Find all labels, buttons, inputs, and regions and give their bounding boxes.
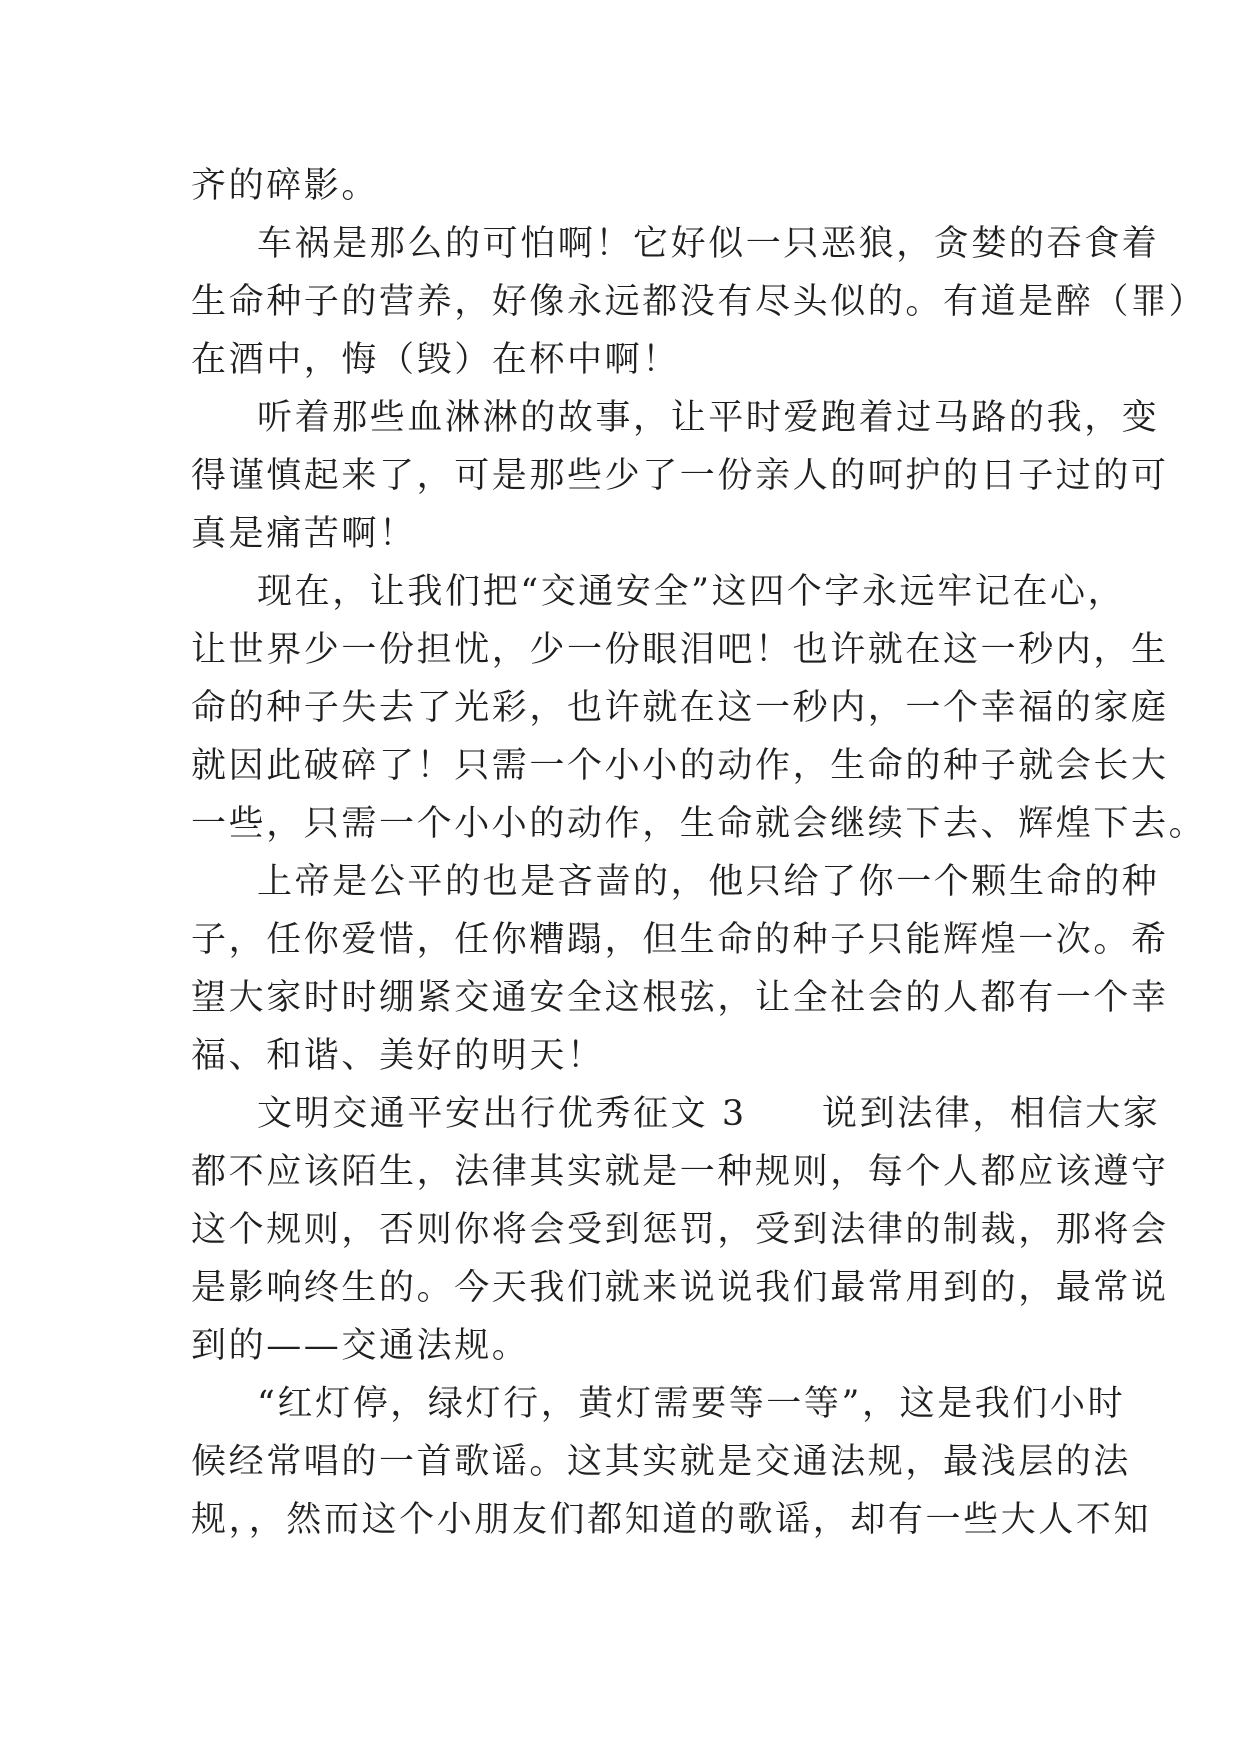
text-line: 福、和谐、美好的明天！ [191,1036,605,1076]
text-line: 这个规则，否则你将会受到惩罚，受到法律的制裁，那将会 [191,1210,1169,1250]
text-line: 子，任你爱惜，任你糟蹋，但生命的种子只能辉煌一次。希 [191,920,1169,960]
text-line: 文明交通平安出行优秀征文 3 说到法律，相信大家 [257,1094,1161,1134]
text-line: 上帝是公平的也是吝啬的，他只给了你一个颗生命的种 [257,862,1160,902]
text-line: 车祸是那么的可怕啊！它好似一只恶狼，贪婪的吞食着 [257,224,1160,264]
text-line: 一些，只需一个小小的动作，生命就会继续下去、辉煌下去。 [191,804,1207,844]
text-line: 让世界少一份担忧，少一份眼泪吧！也许就在这一秒内，生 [191,630,1169,670]
text-line: 齐的碎影。 [191,166,380,206]
text-line: 望大家时时绷紧交通安全这根弦，让全社会的人都有一个幸 [191,978,1169,1018]
text-line: 是影响终生的。今天我们就来说说我们最常用到的，最常说 [191,1268,1169,1308]
text-line: 生命种子的营养，好像永远都没有尽头似的。有道是醉（罪） [191,282,1207,322]
text-line: 得谨慎起来了，可是那些少了一份亲人的呵护的日子过的可 [191,456,1169,496]
text-line: 候经常唱的一首歌谣。这其实就是交通法规，最浅层的法 [191,1442,1132,1482]
text-line: “红灯停，绿灯行，黄灯需要等一等”，这是我们小时 [257,1384,1126,1424]
text-line: 听着那些血淋淋的故事，让平时爱跑着过马路的我，变 [257,398,1160,438]
text-line: 都不应该陌生，法律其实就是一种规则，每个人都应该遵守 [191,1152,1169,1192]
text-line: 规，，然而这个小朋友们都知道的歌谣，却有一些大人不知 [191,1500,1152,1540]
text-line: 在酒中，悔（毁）在杯中啊！ [191,340,680,380]
text-line: 到的——交通法规。 [191,1326,530,1366]
text-line: 就因此破碎了！只需一个小小的动作，生命的种子就会长大 [191,746,1169,786]
text-line: 命的种子失去了光彩，也许就在这一秒内，一个幸福的家庭 [191,688,1169,728]
text-line: 真是痛苦啊！ [191,514,417,554]
text-line: 现在，让我们把“交通安全”这四个字永远牢记在心， [257,572,1126,612]
